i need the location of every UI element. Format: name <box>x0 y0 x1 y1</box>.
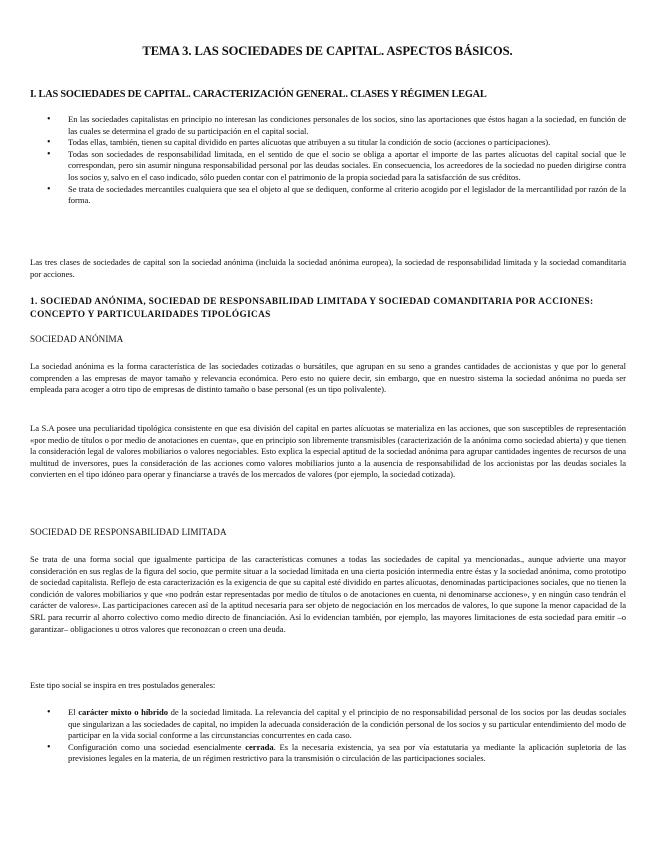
list-item-text: Todas son sociedades de responsabilidad limitada, en el sentido de que el socio se obliga a aportar el importe de las partes alícuotas del capital social que le correspondan, pero sin asumir ninguna responsabilidad personal por las deudas sociales. En consecuencia, los acreedores de la sociedad no pueden dirigirse contra los socios y, salvo en el caso indicado, sólo pueden contar con el patrimonio de la propia sociedad para la satisfacción de sus créditos. <box>68 148 626 182</box>
paragraph-srl-postulados: Este tipo social se inspira en tres postulados generales: <box>30 680 216 690</box>
list-item <box>30 137 626 149</box>
list-item <box>30 707 626 742</box>
list-item-text-bold: cerrada <box>245 741 274 752</box>
bullet-icon: • <box>47 114 51 125</box>
list-item-text-post: . Es la necesaria existencia, ya sea por vía estatutaria ya mediante la aplicación supletoria de las previsiones legales en la materia, de un régimen restrictivo para la transmisión o circulación de las participaciones sociales. <box>68 741 626 764</box>
paragraph-sa-acciones: La S.A posee una peculiaridad tipológica consistente en que esa división del capital en partes alícuotas se materializa en las acciones, que son susceptibles de representación «por medio de títulos o por medio de anotaciones en cuenta», que en principio son libremente transmisibles (caracterización de la anónima como sociedad abierta) y que tienen la consideración legal de valores mobiliarios o valores negociables. Esto explica la especial aptitud de la sociedad anónima para agrupar cantidades ingentes de recursos de una multitud de inversores, pues la consideración de las acciones como valores mobiliarios junto a la ausencia de responsabilidad de los accionistas por las deudas sociales la convierten en el tipo idóneo para operar y financiarse a través de los mercados de valores (por ejemplo, la sociedad cotizada). <box>30 423 626 480</box>
bullet-icon: • <box>47 137 51 149</box>
list-item-text-pre: El <box>68 707 79 717</box>
section-heading-sociedades-capital: I. LAS SOCIEDADES DE CAPITAL. CARACTERIZACIÓN GENERAL. CLASES Y RÉGIMEN LEGAL <box>30 89 487 100</box>
paragraph-sa-intro: La sociedad anónima es la forma característica de las sociedades cotizadas o bursátiles, que agrupan en su seno a grandes cantidades de accionistas y que por lo general comprenden a las empresas de mayor tamaño y relevancia económica. Pero esto no quiere decir, sin embargo, que en nuestro sistema la sociedad anónima no pueda ser empleada para acoger a otro tipo de empresas de distinto tamaño o base personal (es un tipo polivalente). <box>30 361 626 395</box>
paragraph-srl-intro: Se trata de una forma social que igualmente participa de las características comunes a todas las sociedades de capital ya mencionadas., aunque advierte una mayor consideración en sus reglas de la figura del socio, que permite situar a la sociedad limitada en una cierta posición intermedia entre éstas y la sociedad anónima, como prototipo de sociedad capitalista. Reflejo de esta caracterización es la exigencia de que su capital esté dividido en partes alícuotas, denominadas participaciones sociales, que no tienen la condición de valores mobiliarios y que «no podrán estar representadas por medio de títulos o de anotaciones en cuenta, ni denominarse acciones», y en ningún caso tendrán el carácter de valores». Las participaciones carecen así de la aptitud necesaria para ser objeto de negociación en los mercados de valores, lo que supone la menor capacidad de la SRL para recurrir al ahorro colectivo como medio directo de financiación. Así lo evidencian también, por ejemplo, las mayores limitaciones de esta sociedad para emitir –o garantizar– obligaciones u otros valores que reconozcan o creen una deuda. <box>30 554 626 634</box>
list-item-text: Todas ellas, también, tienen su capital dividido en partes alícuotas que atribuyen a su titular la condición de socio (acciones o participaciones). <box>68 137 551 148</box>
list-item <box>30 114 626 137</box>
list-item <box>30 149 626 184</box>
characteristics-list <box>30 114 626 207</box>
list-item <box>30 184 626 207</box>
section-heading-tipos-sociedad: 1. SOCIEDAD ANÓNIMA, SOCIEDAD DE RESPONSABILIDAD LIMITADA Y SOCIEDAD COMANDITARIA POR ACCIONES: CONCEPTO Y PARTICULARIDADES TIPOLÓGICAS <box>30 297 594 320</box>
bullet-icon: • <box>47 148 51 160</box>
postulados-list <box>30 707 626 765</box>
list-item-text-post: de la sociedad limitada. La relevancia del capital y el principio de no responsabilidad personal de los socios por las deudas sociales que singularizan a las sociedades de capital, no impiden la adecuada consideración de la condición personal de los socios y su particular entendimiento del modo de participar en la vida social conforme a las circunstancias concurrentes en cada caso. <box>68 707 626 741</box>
list-item-text-pre: Configuración como una sociedad esencialmente <box>68 741 246 752</box>
list-item-text: En las sociedades capitalistas en principio no interesan las condiciones personales de los socios, sino las aportaciones que éstos hagan a la sociedad, en función de las cuales se determina el grado de su participación en el capital social. <box>68 114 626 136</box>
subheading-srl: SOCIEDAD DE RESPONSABILIDAD LIMITADA <box>30 527 227 537</box>
bullet-icon: • <box>47 183 51 195</box>
subheading-sociedad-anonima: SOCIEDAD ANÓNIMA <box>30 334 124 344</box>
list-item-text: Se trata de sociedades mercantiles cualquiera que sea el objeto al que se dediquen, conforme al criterio acogido por el legislador de la mercantilidad por razón de la forma. <box>68 183 626 206</box>
bullet-icon: • <box>47 741 51 753</box>
document-title: TEMA 3. LAS SOCIEDADES DE CAPITAL. ASPECTOS BÁSICOS. <box>142 44 513 58</box>
paragraph-three-classes: Las tres clases de sociedades de capital son la sociedad anónima (incluida la sociedad anónima europea), la sociedad de responsabilidad limitada y la sociedad comanditaria por acciones. <box>30 257 626 279</box>
list-item-text-bold: carácter mixto o híbrido <box>78 707 168 717</box>
list-item <box>30 742 626 765</box>
bullet-icon: • <box>47 707 51 718</box>
